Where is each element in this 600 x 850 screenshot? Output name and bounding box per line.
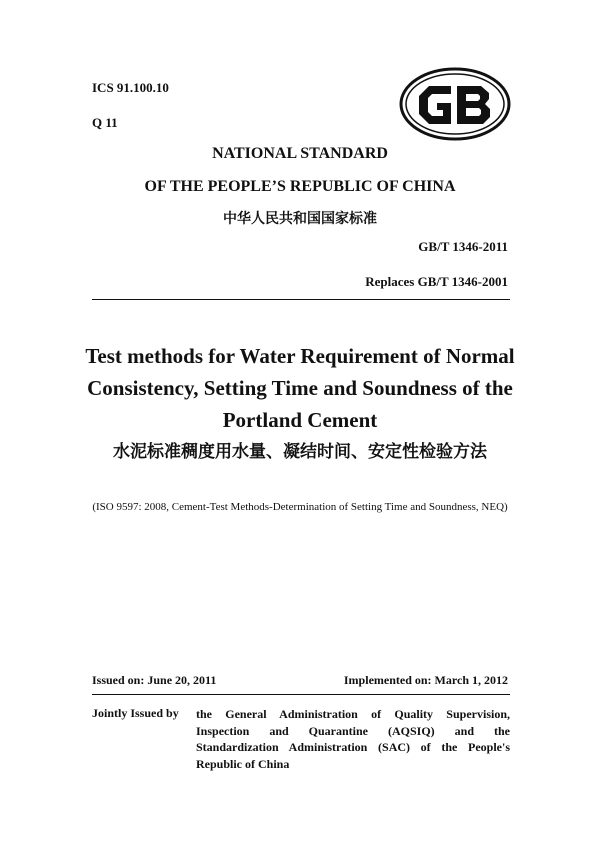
jointly-issued-text: the General Administration of Quality Supervision, Inspection and Quarantine (AQSIQ) and the Standardization Administration (SAC) of the People's Republic of China — [196, 707, 510, 771]
standard-line-1: NATIONAL STANDARD — [212, 145, 388, 162]
ccs-code: Q 11 — [92, 115, 118, 130]
standard-number: GB/T 1346-2011 — [418, 239, 508, 254]
header-divider — [92, 299, 510, 300]
gb-logo — [399, 66, 511, 142]
implemented-date: Implemented on: March 1, 2012 — [343, 673, 508, 687]
standard-line-chinese: 中华人民共和国国家标准 — [223, 211, 377, 227]
issued-date: Issued on: June 20, 2011 — [92, 673, 217, 687]
footer-divider — [92, 694, 510, 695]
standard-line-2: OF THE PEOPLE’S REPUBLIC OF CHINA — [144, 178, 456, 195]
document-title: Test methods for Water Requirement of Normal Consistency, Setting Time and Soundness of the Portland Cement — [85, 344, 515, 432]
replaces-note: Replaces GB/T 1346-2001 — [365, 274, 508, 289]
adoption-note: (ISO 9597: 2008, Cement-Test Methods-Determination of Setting Time and Soundness, NEQ) — [92, 501, 508, 513]
document-title-chinese: 水泥标准稠度用水量、凝结时间、安定性检验方法 — [113, 442, 487, 462]
jointly-issued-label: Jointly Issued by — [92, 706, 179, 720]
ics-code: ICS 91.100.10 — [92, 80, 169, 95]
